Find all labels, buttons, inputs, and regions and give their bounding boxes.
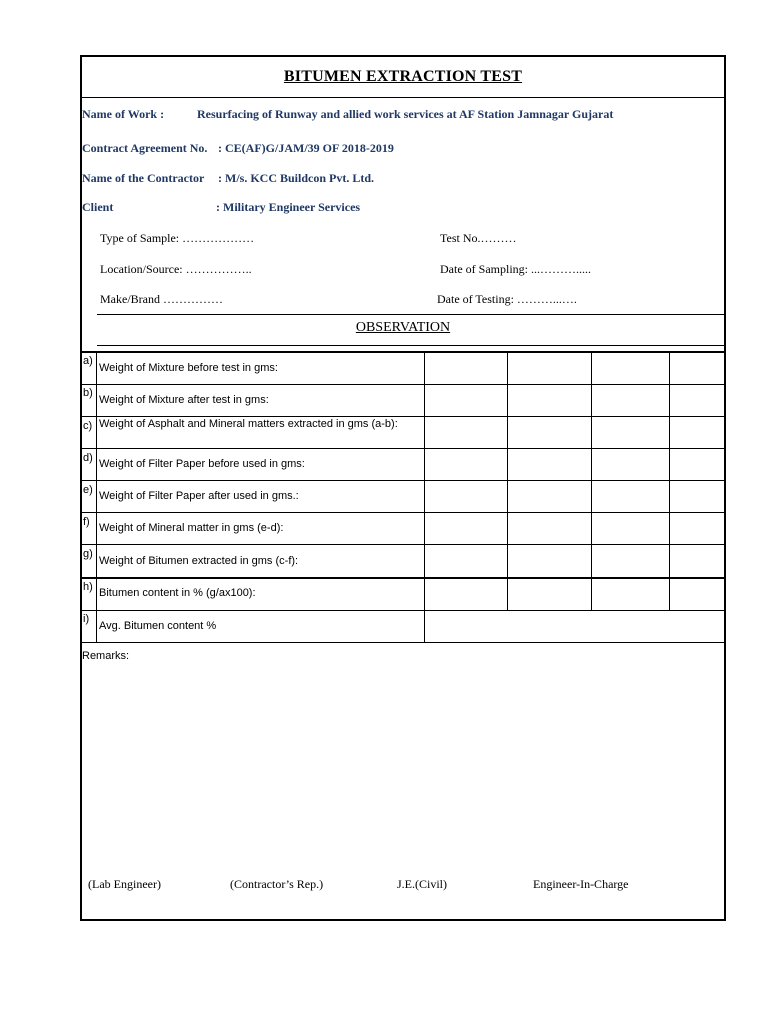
table-col-divider [669,352,670,610]
table-row-line [81,448,726,449]
contractor-value: : M/s. KCC Buildcon Pvt. Ltd. [218,171,375,185]
row-label: Avg. Bitumen content % [99,620,217,632]
contract-label: Contract Agreement No. [82,141,208,155]
row-label: Weight of Mixture before test in gms: [99,362,278,374]
je-civil-signature: J.E.(Civil) [397,877,447,891]
row-letter: c) [83,420,93,432]
type-of-sample-field[interactable]: Type of Sample: ……………… [100,231,255,245]
row-label: Weight of Filter Paper before used in gms: [99,458,305,470]
client-label: Client [82,200,114,214]
row-label: Weight of Mineral matter in gms (e-d): [99,522,284,534]
edge-tick [725,230,726,252]
contract-value: : CE(AF)G/JAM/39 OF 2018-2019 [218,141,394,155]
make-brand-field[interactable]: Make/Brand …………… [100,292,223,306]
date-of-sampling-field[interactable]: Date of Sampling: ...………..... [440,262,591,276]
table-bottom-line [81,642,726,643]
contractor-label: Name of the Contractor [82,171,205,185]
table-row-line [81,416,726,417]
table-col-divider [424,352,425,642]
observation-bottom-line [97,345,726,346]
location-source-field[interactable]: Location/Source: …………….. [100,262,252,276]
table-row-line [81,544,726,545]
test-no-field[interactable]: Test No.……… [440,231,517,245]
row-label: Weight of Bitumen extracted in gms (c-f): [99,555,299,567]
row-letter: f) [83,516,90,528]
contractor-rep-signature: (Contractor’s Rep.) [230,877,324,891]
table-row-line [81,480,726,481]
row-letter: i) [83,613,90,625]
table-col-divider [507,352,508,610]
table-row-line [81,610,726,611]
row-letter: a) [83,355,93,367]
row-letter: h) [83,581,93,593]
table-row-line [81,512,726,513]
client-value: : Military Engineer Services [216,200,361,214]
table-top-border [81,351,726,353]
row-label: Weight of Asphalt and Mineral matters extracted in gms (a-b): [99,418,398,430]
row-letter: d) [83,452,93,464]
table-col-divider [96,352,97,642]
lab-engineer-signature: (Lab Engineer) [88,877,161,891]
row-letter: e) [83,484,93,496]
title-divider [81,97,725,98]
row-letter: b) [83,387,93,399]
observation-heading: OBSERVATION [355,320,451,335]
observation-top-line [97,314,726,315]
edge-tick [725,286,726,308]
date-of-testing-field[interactable]: Date of Testing: ………...…. [437,292,577,306]
form-title: BITUMEN EXTRACTION TEST [283,68,523,85]
table-row-line [81,384,726,385]
table-row-line [81,577,726,579]
table-col-divider [591,352,592,610]
work-label: Name of Work : [82,107,165,121]
work-value: Resurfacing of Runway and allied work services at AF Station Jamnagar Gujarat [197,107,614,121]
row-label: Weight of Mixture after test in gms: [99,394,269,406]
row-label: Bitumen content in % (g/ax100): [99,587,256,599]
remarks-label: Remarks: [82,650,130,662]
row-label: Weight of Filter Paper after used in gms.: [99,490,299,502]
row-letter: g) [83,548,93,560]
engineer-in-charge-signature: Engineer-In-Charge [533,877,629,891]
